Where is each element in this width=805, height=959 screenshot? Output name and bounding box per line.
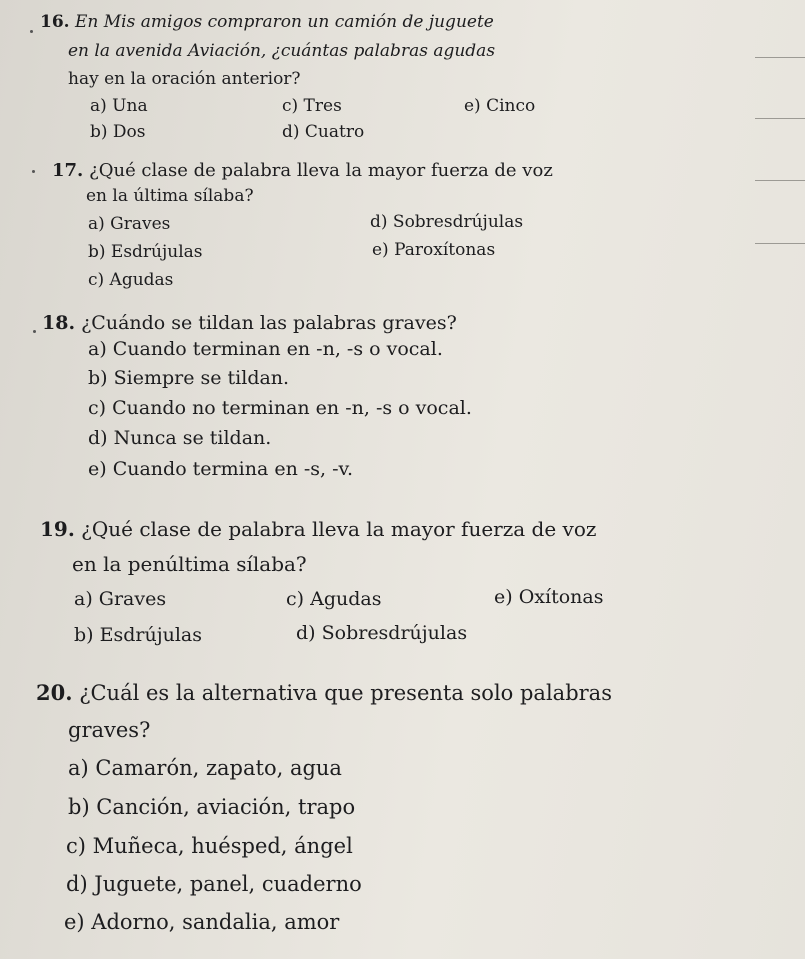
question-number: 19.: [40, 517, 75, 541]
option-b[interactable]: b) Dos: [90, 122, 146, 142]
margin-dot: [33, 330, 36, 333]
option-a[interactable]: a) Una: [90, 96, 148, 116]
option-a[interactable]: a) Camarón, zapato, agua: [68, 756, 342, 780]
option-c[interactable]: c) Cuando no terminan en -n, -s o vocal.: [88, 397, 472, 419]
option-b[interactable]: b) Esdrújulas: [88, 242, 203, 262]
option-b[interactable]: b) Esdrújulas: [74, 624, 202, 646]
option-e[interactable]: e) Cinco: [464, 96, 536, 116]
margin-dot: [32, 170, 35, 173]
option-c[interactable]: c) Agudas: [286, 588, 382, 610]
option-e[interactable]: e) Oxítonas: [494, 586, 604, 608]
option-d[interactable]: d) Sobresdrújulas: [370, 212, 524, 232]
option-d[interactable]: d) Sobresdrújulas: [296, 622, 468, 644]
option-c[interactable]: c) Muñeca, huésped, ángel: [66, 834, 353, 858]
option-d[interactable]: d) Cuatro: [282, 122, 365, 142]
option-c[interactable]: c) Tres: [282, 96, 342, 116]
question-text-line: graves?: [68, 718, 151, 742]
option-b[interactable]: b) Siempre se tildan.: [88, 367, 290, 389]
question-text-line: ¿Qué clase de palabra lleva la mayor fuerza de voz: [89, 160, 553, 181]
question-number: 20.: [36, 680, 73, 705]
option-b[interactable]: b) Canción, aviación, trapo: [68, 795, 356, 819]
option-d[interactable]: d) Juguete, panel, cuaderno: [66, 872, 362, 896]
question-text-line: en la penúltima sílaba?: [72, 552, 307, 576]
question-number: 18.: [42, 312, 76, 334]
question-number: 16.: [40, 12, 70, 32]
question-text-line: hay en la oración anterior?: [68, 69, 301, 89]
question-number: 17.: [52, 160, 84, 181]
margin-rule: [755, 180, 805, 181]
question-text-line: ¿Cuál es la alternativa que presenta solo palabras: [79, 681, 612, 705]
margin-rule: [755, 243, 805, 244]
question-text-line: En Mis amigos compraron un camión de juguete: [74, 12, 494, 32]
margin-dot: [30, 30, 33, 33]
question-text-line: en la avenida Aviación, ¿cuántas palabras agudas: [68, 41, 496, 61]
margin-rule: [755, 57, 805, 58]
option-a[interactable]: a) Graves: [74, 588, 167, 610]
option-e[interactable]: e) Paroxítonas: [372, 240, 496, 260]
option-a[interactable]: a) Cuando terminan en -n, -s o vocal.: [88, 338, 443, 360]
option-e[interactable]: e) Cuando termina en -s, -v.: [88, 458, 354, 480]
question-text-line: en la última sílaba?: [86, 186, 254, 206]
option-e[interactable]: e) Adorno, sandalia, amor: [64, 910, 340, 934]
question-text-line: ¿Cuándo se tildan las palabras graves?: [81, 312, 457, 334]
option-d[interactable]: d) Nunca se tildan.: [88, 427, 272, 449]
question-text-line: ¿Qué clase de palabra lleva la mayor fuerza de voz: [81, 517, 597, 541]
margin-rule: [755, 118, 805, 119]
option-a[interactable]: a) Graves: [88, 214, 171, 234]
option-c[interactable]: c) Agudas: [88, 270, 174, 290]
